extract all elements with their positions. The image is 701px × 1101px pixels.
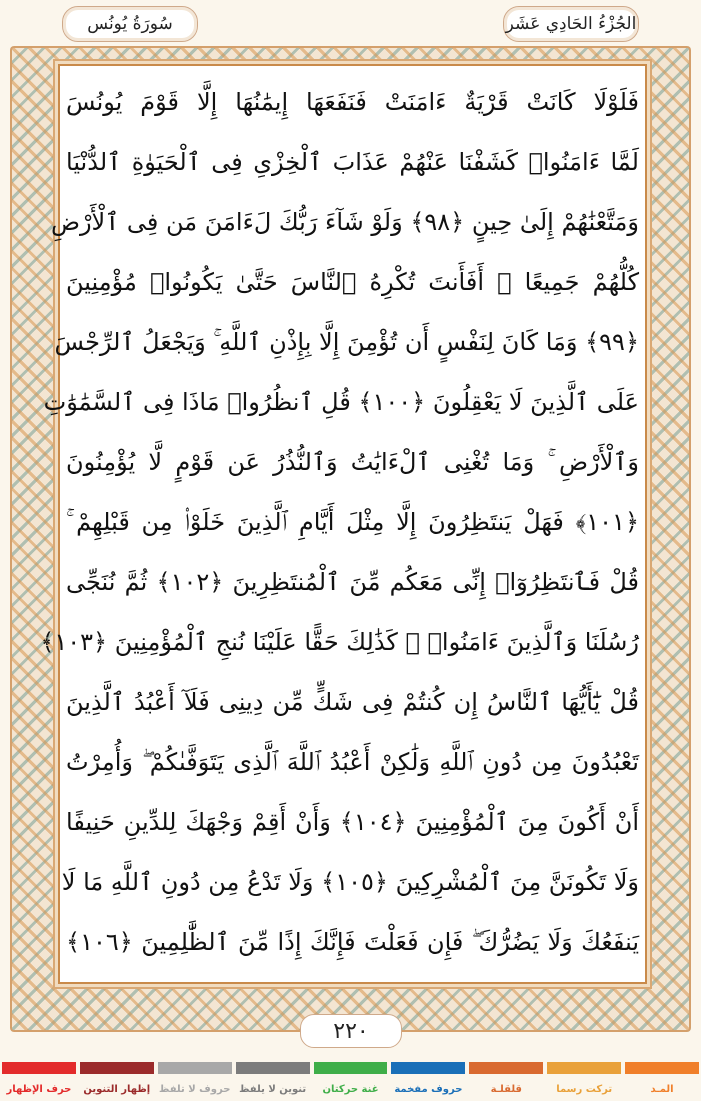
legend-label: حرف الإظهار <box>6 1084 72 1095</box>
page-header <box>0 4 701 44</box>
legend-label: تنوين لا يلفظ <box>239 1084 307 1095</box>
legend-label: غنة حركتان <box>322 1084 379 1095</box>
legend-swatch <box>236 1062 310 1074</box>
legend-label: حروف لا تلفظ <box>159 1084 231 1095</box>
legend-swatch <box>2 1062 76 1074</box>
text-line: ﴿١٠١﴾ فَهَلْ يَنتَظِرُونَ إِلَّا مِثْلَ أَيَّامِ ٱلَّذِينَ خَلَوْا۟ مِن قَبْلِهِمْ ۚ <box>66 508 639 536</box>
text-line: فَلَوْلَا كَانَتْ قَرْيَةٌ ءَامَنَتْ فَنَفَعَهَا إِيمَٰنُهَا إِلَّا قَوْمَ يُونُسَ <box>66 88 639 116</box>
text-line: يَنفَعُكَ وَلَا يَضُرُّكَ ۖ فَإِن فَعَلْتَ فَإِنَّكَ إِذًا مِّنَ ٱلظَّٰلِمِينَ ﴿١٠٦﴾ <box>66 928 639 956</box>
legend-swatch <box>625 1062 699 1074</box>
legend-swatch <box>158 1062 232 1074</box>
surah-title: سُورَةُ يُونُس <box>62 6 198 42</box>
text-line: قُلْ فَٱنتَظِرُوٓا۟ إِنِّى مَعَكُم مِّنَ ٱلْمُنتَظِرِينَ ﴿١٠٢﴾ ثُمَّ نُنَجِّى <box>66 568 640 596</box>
legend-label: إظهار التنوين <box>83 1084 151 1095</box>
tajweed-color-legend <box>0 1062 701 1074</box>
text-line: عَلَى ٱلَّذِينَ لَا يَعْقِلُونَ ﴿١٠٠﴾ قُلِ ٱنظُرُوا۟ مَاذَا فِى ٱلسَّمَٰوَٰتِ <box>43 388 639 416</box>
text-line: قُلْ يَٰٓأَيُّهَا ٱلنَّاسُ إِن كُنتُمْ فِى شَكٍّ مِّن دِينِى فَلَآ أَعْبُدُ ٱلَّذِينَ <box>66 688 639 716</box>
text-line: رُسُلَنَا وَٱلَّذِينَ ءَامَنُوا۟ ۚ كَذَٰلِكَ حَقًّا عَلَيْنَا نُنجِ ٱلْمُؤْمِنِينَ ﴿١٠٣﴾ <box>40 628 639 656</box>
legend-label: المـد <box>650 1084 674 1095</box>
page-number: ٢٢٠ <box>300 1014 402 1048</box>
text-line: ﴿٩٩﴾ وَمَا كَانَ لِنَفْسٍ أَن تُؤْمِنَ إِلَّا بِإِذْنِ ٱللَّهِ ۚ وَيَجْعَلُ ٱلرِّجْسَ <box>54 328 639 356</box>
legend-swatch <box>314 1062 388 1074</box>
legend-label: تركت رسما <box>556 1084 613 1095</box>
text-line: أَنْ أَكُونَ مِنَ ٱلْمُؤْمِنِينَ ﴿١٠٤﴾ وَأَنْ أَقِمْ وَجْهَكَ لِلدِّينِ حَنِيفًا <box>66 808 639 836</box>
quran-text-panel <box>40 64 647 984</box>
juz-title: الجُزْءُ الحَادِي عَشَر <box>503 6 639 42</box>
text-line: كُلُّهُمْ جَمِيعًا ۚ أَفَأَنتَ تُكْرِهُ ٱلنَّاسَ حَتَّىٰ يَكُونُوا۟ مُؤْمِنِينَ <box>66 268 639 296</box>
text-line: وَلَا تَكُونَنَّ مِنَ ٱلْمُشْرِكِينَ ﴿١٠٥﴾ وَلَا تَدْعُ مِن دُونِ ٱللَّهِ مَا لَا <box>61 868 639 896</box>
legend-label: حروف مفخمة <box>394 1084 463 1095</box>
text-line: وَٱلْأَرْضِ ۚ وَمَا تُغْنِى ٱلْءَايَٰتُ وَٱلنُّذُرُ عَن قَوْمٍ لَّا يُؤْمِنُونَ <box>66 448 639 476</box>
legend-swatch <box>469 1062 543 1074</box>
text-line: لَمَّا ءَامَنُوا۟ كَشَفْنَا عَنْهُمْ عَذَابَ ٱلْخِزْىِ فِى ٱلْحَيَوٰةِ ٱلدُّنْيَا <box>66 148 639 176</box>
legend-label: قلقلـة <box>490 1084 522 1095</box>
text-line: تَعْبُدُونَ مِن دُونِ ٱللَّهِ وَلَٰكِنْ أَعْبُدُ ٱللَّهَ ٱلَّذِى يَتَوَفَّىٰكُمْ ۖ وَأُمِرْتُ <box>66 748 639 776</box>
legend-swatch <box>80 1062 154 1074</box>
legend-swatch <box>547 1062 621 1074</box>
text-line: وَمَتَّعْنَٰهُمْ إِلَىٰ حِينٍ ﴿٩٨﴾ وَلَوْ شَآءَ رَبُّكَ لَءَامَنَ مَن فِى ٱلْأَرْضِ <box>50 208 639 236</box>
legend-swatch <box>391 1062 465 1074</box>
tajweed-legend-labels <box>0 1080 701 1100</box>
